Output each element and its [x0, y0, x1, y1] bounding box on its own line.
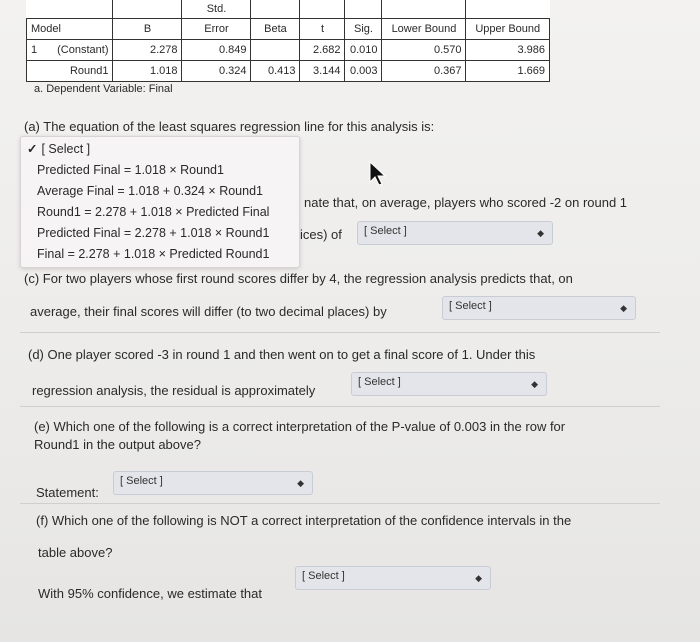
- cell-upper: 3.986: [466, 40, 550, 61]
- table-row: [27, 61, 550, 82]
- statement-label: Statement:: [36, 485, 99, 500]
- check-icon: ✓: [27, 142, 38, 156]
- question-f-line2: table above?: [38, 545, 113, 560]
- header-std-error: Error: [182, 19, 251, 40]
- divider: [20, 406, 660, 407]
- question-b-text-2: ices) of: [300, 227, 342, 242]
- cell-lower: 0.570: [382, 40, 466, 61]
- dropdown-selected[interactable]: ✓ [ Select ]: [27, 142, 91, 156]
- question-f-lead: With 95% confidence, we estimate that: [38, 586, 263, 601]
- coefficients-table: [26, 0, 550, 82]
- header-lower-bound: Lower Bound: [382, 19, 466, 40]
- cell-se: 0.324: [182, 61, 251, 82]
- dropdown-option[interactable]: Round1 = 2.278 + 1.018 × Predicted Final: [37, 205, 270, 219]
- dropdown-option[interactable]: Final = 2.278 + 1.018 × Predicted Round1: [37, 247, 270, 261]
- updown-arrow-icon: ◆: [620, 303, 627, 313]
- cell-beta: 0.413: [251, 61, 300, 82]
- header-model: Model: [27, 19, 113, 40]
- question-c-select[interactable]: [ Select ] ◆: [442, 296, 636, 320]
- cell-upper: 1.669: [466, 61, 550, 82]
- updown-arrow-icon: ◆: [297, 478, 304, 488]
- cell-t: 3.144: [300, 61, 345, 82]
- cell-b: 2.278: [113, 40, 182, 61]
- cell-t: 2.682: [300, 40, 345, 61]
- model-number: 1: [31, 44, 38, 56]
- cell-b: 1.018: [113, 61, 182, 82]
- header-beta: Beta: [251, 19, 300, 40]
- question-c-line2: average, their final scores will differ (to two decimal places) by: [30, 304, 387, 319]
- updown-arrow-icon: ◆: [537, 228, 544, 238]
- cell-sig: 0.003: [345, 61, 382, 82]
- dropdown-option[interactable]: Predicted Final = 1.018 × Round1: [37, 163, 224, 177]
- cell-lower: 0.367: [382, 61, 466, 82]
- row-label: Round1: [27, 61, 113, 82]
- cell-se: 0.849: [182, 40, 251, 61]
- header-upper-bound: Upper Bound: [466, 19, 550, 40]
- question-a-text: (a) The equation of the least squares regression line for this analysis is:: [24, 119, 435, 134]
- header-std: Std.: [182, 0, 251, 19]
- question-c-line1: (c) For two players whose first round scores differ by 4, the regression analysis predicts that, on: [24, 271, 573, 286]
- updown-arrow-icon: ◆: [475, 573, 482, 583]
- updown-arrow-icon: ◆: [531, 379, 538, 389]
- divider: [20, 332, 660, 333]
- table-row: [27, 40, 550, 61]
- question-e-line2: Round1 in the output above?: [34, 437, 201, 452]
- question-d-line1: (d) One player scored -3 in round 1 and then went on to get a final score of 1. Under this: [28, 347, 536, 362]
- question-e-select[interactable]: [ Select ] ◆: [113, 471, 313, 495]
- header-b: B: [113, 19, 182, 40]
- dropdown-option[interactable]: Predicted Final = 2.278 + 1.018 × Round1: [37, 226, 270, 240]
- dropdown-option[interactable]: Average Final = 1.018 + 0.324 × Round1: [37, 184, 263, 198]
- question-b-text: nate that, on average, players who scored -2 on round 1: [304, 195, 628, 210]
- header-sig: Sig.: [345, 19, 382, 40]
- question-a-dropdown[interactable]: [20, 136, 300, 268]
- question-d-line2: regression analysis, the residual is approximately: [32, 383, 316, 398]
- question-e-line1: (e) Which one of the following is a correct interpretation of the P-value of 0.003 in the row for: [34, 419, 566, 434]
- row-label: (Constant): [57, 44, 109, 56]
- question-b-select[interactable]: [ Select ] ◆: [357, 221, 553, 245]
- question-f-line1: (f) Which one of the following is NOT a correct interpretation of the confidence intervals in the: [36, 513, 572, 528]
- question-d-select[interactable]: [ Select ] ◆: [351, 372, 547, 396]
- question-f-select[interactable]: [ Select ] ◆: [295, 566, 491, 590]
- mouse-cursor-icon: [368, 160, 388, 186]
- divider: [20, 503, 660, 504]
- cell-beta: [251, 40, 300, 61]
- cell-sig: 0.010: [345, 40, 382, 61]
- table-footnote: a. Dependent Variable: Final: [34, 83, 173, 95]
- header-t: t: [300, 19, 345, 40]
